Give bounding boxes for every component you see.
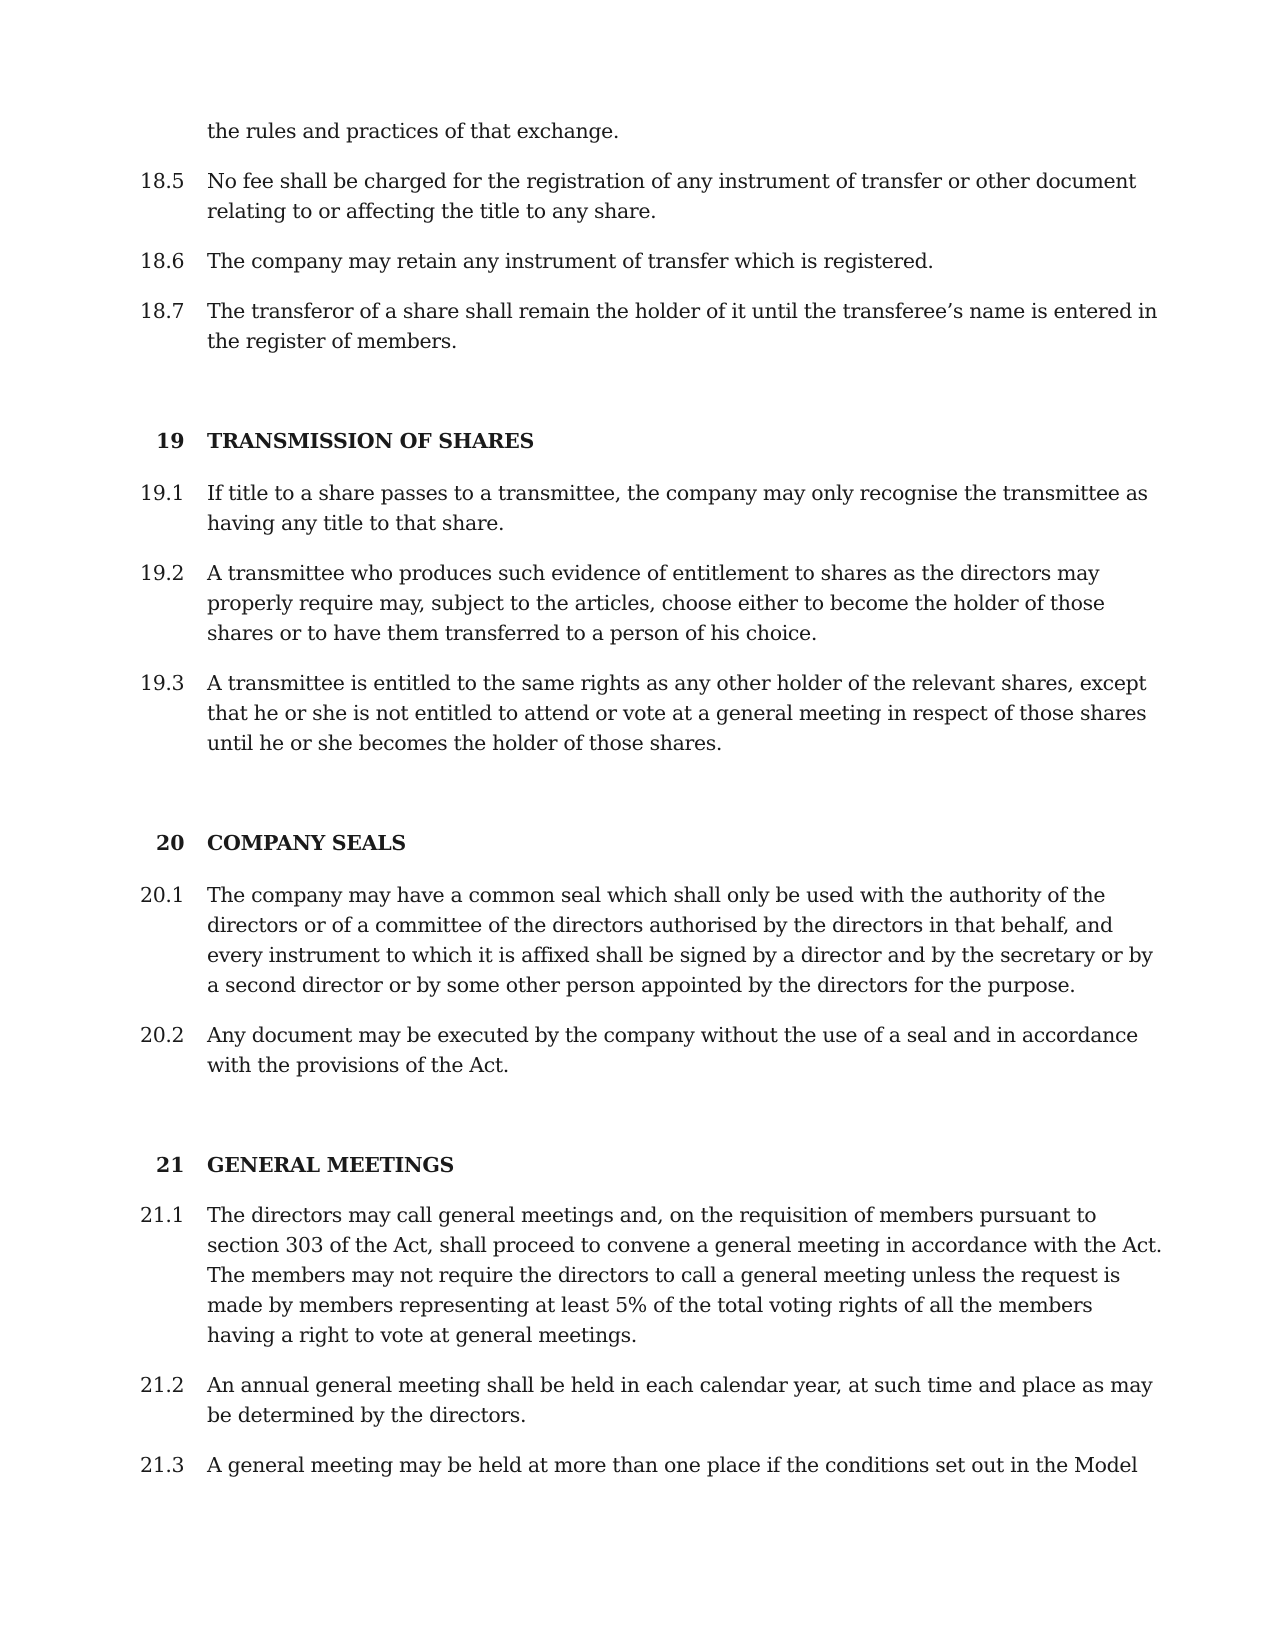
clause-19-3-line-1: A transmittee is entitled to the same rights as any other holder of the relevant shares, except — [207, 671, 1147, 695]
clause-21-2-line-2: be determined by the directors. — [207, 1403, 527, 1427]
clause-20-2-line-2: with the provisions of the Act. — [207, 1053, 509, 1077]
clause-20-1-line-2: directors or of a committee of the directors authorised by the directors in that behalf, and — [207, 913, 1113, 937]
section-number-21: 21 — [156, 1153, 185, 1177]
section-number-20: 20 — [156, 831, 185, 855]
clause-number-19-3: 19.3 — [140, 671, 185, 695]
clause-19-3-line-2: that he or she is not entitled to attend or vote at a general meeting in respect of those shares — [207, 701, 1147, 725]
clause-number-20-1: 20.1 — [140, 883, 185, 907]
clause-20-1-line-1: The company may have a common seal which shall only be used with the authority of the — [207, 883, 1106, 907]
clause-number-21-1: 21.1 — [140, 1203, 185, 1227]
clause-19-2-line-1: A transmittee who produces such evidence of entitlement to shares as the directors may — [207, 561, 1100, 585]
clause-21-1-line-3: The members may not require the directors to call a general meeting unless the request is — [207, 1263, 1121, 1287]
clause-19-2-line-2: properly require may, subject to the articles, choose either to become the holder of those — [207, 591, 1105, 615]
clause-20-2-line-1: Any document may be executed by the company without the use of a seal and in accordance — [207, 1023, 1138, 1047]
clause-18-7-line-1: The transferor of a share shall remain the holder of it until the transferee’s name is entered in — [207, 299, 1158, 323]
section-heading-19: TRANSMISSION OF SHARES — [207, 429, 534, 453]
clause-20-1-line-3: every instrument to which it is affixed shall be signed by a director and by the secretary or by — [207, 943, 1153, 967]
clause-21-1-line-2: section 303 of the Act, shall proceed to convene a general meeting in accordance with the Act. — [207, 1233, 1162, 1257]
clause-18-6-line-1: The company may retain any instrument of transfer which is registered. — [207, 249, 934, 273]
clause-19-3-line-3: until he or she becomes the holder of those shares. — [207, 731, 723, 755]
section-heading-21: GENERAL MEETINGS — [207, 1153, 455, 1177]
clause-21-3-line-1: A general meeting may be held at more than one place if the conditions set out in the Model — [207, 1453, 1138, 1477]
section-number-19: 19 — [156, 429, 185, 453]
clause-number-18-6: 18.6 — [140, 249, 185, 273]
clause-19-1-line-2: having any title to that share. — [207, 511, 505, 535]
clause-21-1-line-4: made by members representing at least 5% of the total voting rights of all the members — [207, 1293, 1093, 1317]
clause-number-21-3: 21.3 — [140, 1453, 185, 1477]
clause-21-2-line-1: An annual general meeting shall be held in each calendar year, at such time and place as may — [207, 1373, 1153, 1397]
carryover-text: the rules and practices of that exchange. — [207, 119, 620, 143]
clause-number-20-2: 20.2 — [140, 1023, 185, 1047]
clause-20-1-line-4: a second director or by some other person appointed by the directors for the purpose. — [207, 973, 1076, 997]
clause-18-5-line-1: No fee shall be charged for the registration of any instrument of transfer or other document — [207, 169, 1137, 193]
clause-19-2-line-3: shares or to have them transferred to a person of his choice. — [207, 621, 817, 645]
clause-number-21-2: 21.2 — [140, 1373, 185, 1397]
clause-21-1-line-5: having a right to vote at general meetings. — [207, 1323, 637, 1347]
clause-number-19-2: 19.2 — [140, 561, 185, 585]
clause-number-19-1: 19.1 — [140, 481, 185, 505]
clause-18-7-line-2: the register of members. — [207, 329, 458, 353]
clause-number-18-7: 18.7 — [140, 299, 185, 323]
clause-21-1-line-1: The directors may call general meetings and, on the requisition of members pursuant to — [207, 1203, 1097, 1227]
clause-19-1-line-1: If title to a share passes to a transmittee, the company may only recognise the transmittee as — [207, 481, 1148, 505]
clause-number-18-5: 18.5 — [140, 169, 185, 193]
section-heading-20: COMPANY SEALS — [207, 831, 406, 855]
clause-18-5-line-2: relating to or affecting the title to any share. — [207, 199, 657, 223]
